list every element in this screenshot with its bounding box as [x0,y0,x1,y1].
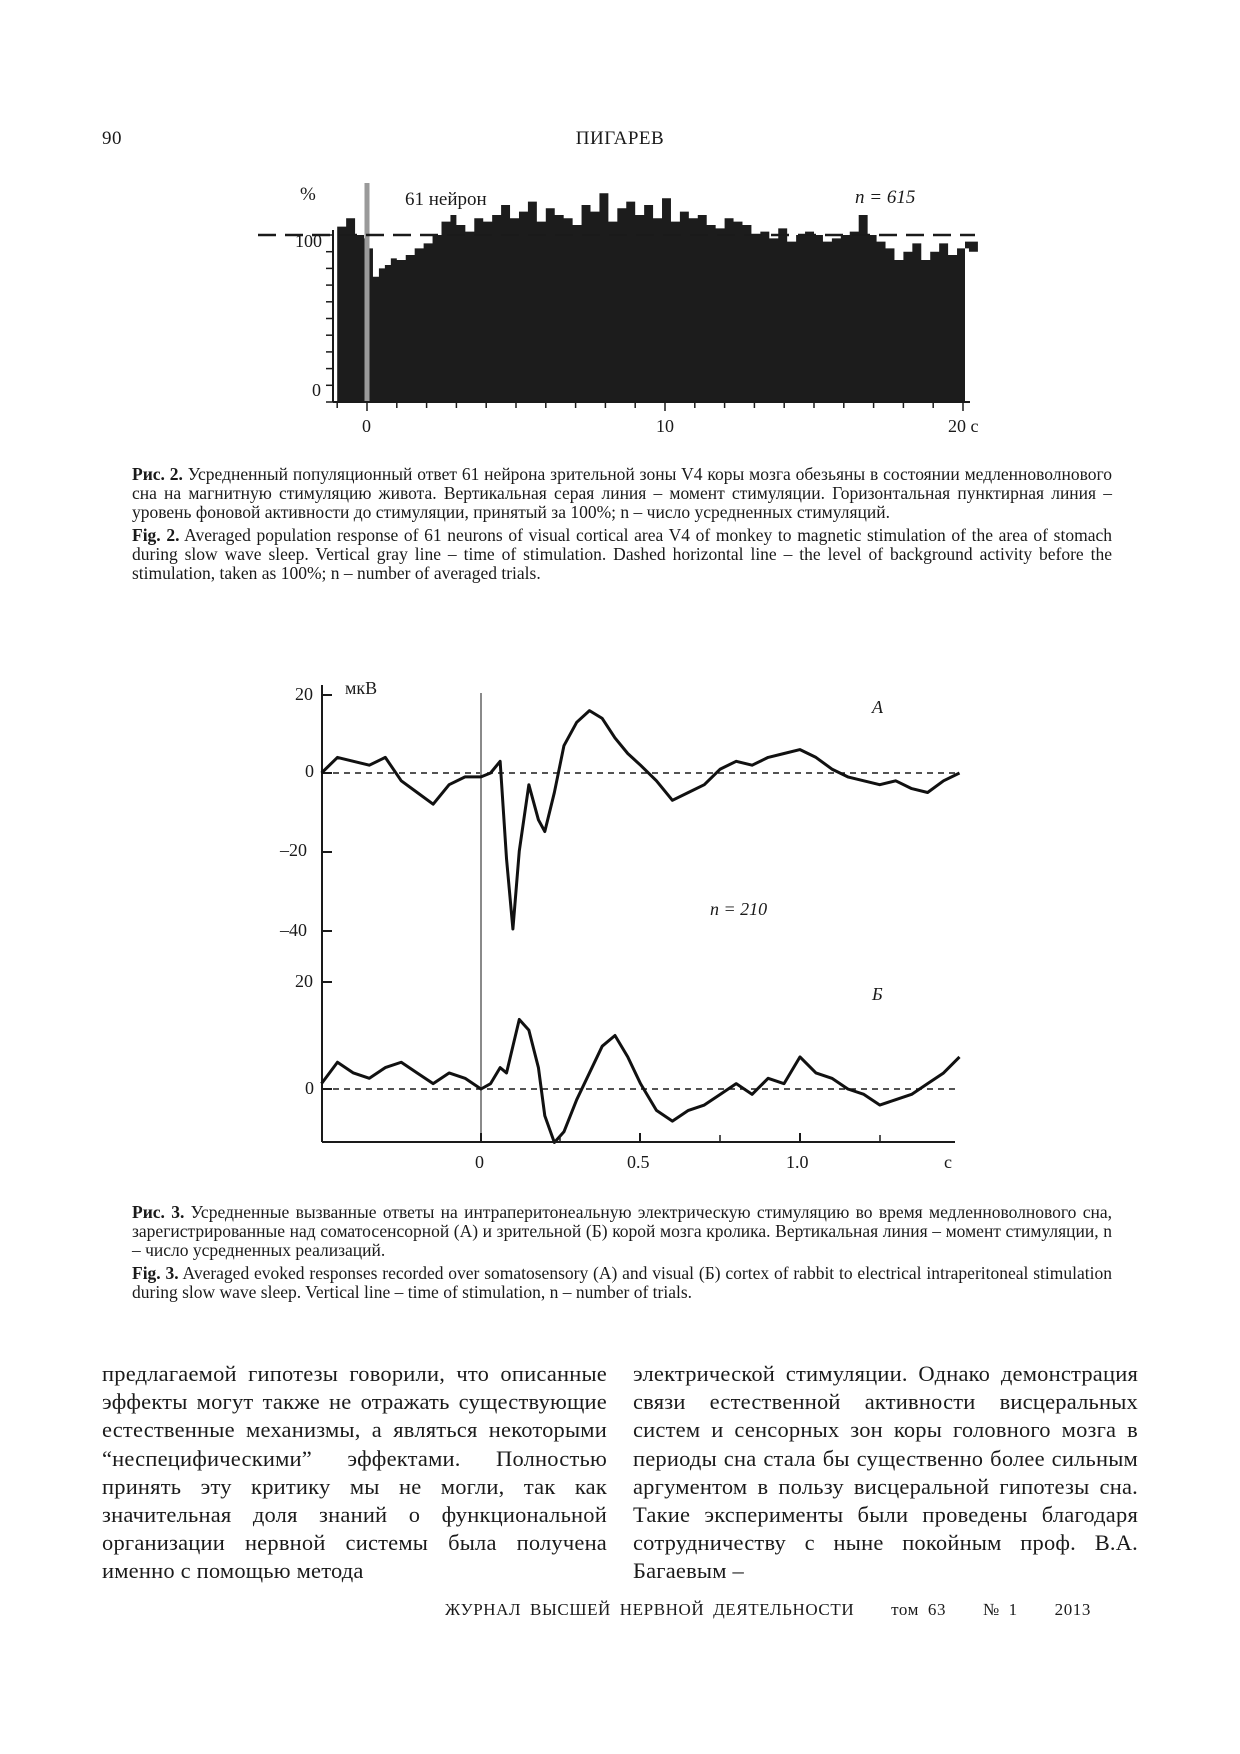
body-left-column: предлагаемой гипотезы говорили, что описанные эффекты могут также не отражать существующие естественные механизмы, а являться некоторыми “неспецифическими” эффектами. Полностью принять эту критику мы не могли, так как значительная доля знаний о функциональной организации нервной системы была получена именно с помощью метода [102,1361,607,1584]
fig2-y-ticks [326,235,333,402]
journal-footer [445,1600,1119,1620]
fig3-trace-a-line [322,711,960,929]
fig2-n-label: n = 615 [855,187,916,208]
footer-year: 2013 [1054,1600,1091,1619]
caption3-en [132,1264,1112,1302]
fig2-percent-label: % [300,184,316,205]
fig2-neurons-label: 61 нейрон [405,189,487,210]
fig3-trace-a-label: А [872,697,883,717]
body-right-column: электрической стимуляции. Однако демонстрация связи естественной активности висцеральных систем и сенсорных зон коры головного мозга в периоды сна стала бы существенно более сильным аргументом в пользу висцеральной гипотезы сна. Такие эксперименты были проведены благодаря сотрудничеству с ныне покойным проф. В.А. Багаевым – [633,1361,1138,1584]
fig3-xunit-label: с [944,1152,952,1172]
fig3-a-ym40-label: –40 [280,920,307,940]
caption3-ru [132,1203,1112,1260]
caption2-ru-label: Рис. 2. [132,464,183,484]
fig3-x10-label: 1.0 [786,1152,809,1172]
fig2-x-ticks [337,402,963,411]
fig3-n-label: n = 210 [710,899,768,919]
caption2-ru [132,465,1112,522]
fig2-x10-label: 10 [656,416,674,436]
fig3-a-y0-label: 0 [305,761,314,781]
fig3-b-y20-label: 20 [295,971,313,991]
caption3-en-label: Fig. 3. [132,1263,179,1283]
footer-volume: том 63 [891,1600,947,1619]
caption2-en [132,526,1112,583]
page-number: 90 [102,128,122,149]
caption2-ru-text: Усредненный популяционный ответ 61 нейрона зрительной зоны V4 коры мозга обезьяны в состоянии медленноволнового сна на магнитную стимуляцию живота. Вертикальная серая линия – момент стимуляции. Горизонтальная пунктирная линия – уровень фоновой активности до стимуляции, принятый за 100%; n – число усредненных стимуляций. [132,464,1113,522]
caption2-en-text: Averaged population response of 61 neurons of visual cortical area V4 of monkey to magnetic stimulation of the area of stomach during slow wave sleep. Vertical gray line – time of stimulation. Dashed horizontal line – the level of background activity before the stimulation, taken as 100%; n – number of averaged trials. [132,525,1112,583]
fig2-y100-label: 100 [295,231,322,251]
fig3-y-ticks [322,695,332,1089]
fig2-x20-label: 20 с [948,416,979,436]
fig3-x0-label: 0 [475,1152,484,1172]
fig3-a-ym20-label: –20 [280,840,307,860]
fig3-x-ticks [481,1133,880,1142]
fig3-unit-label: мкВ [345,678,378,698]
fig2-y0-label: 0 [312,380,321,400]
fig3-trace-b-label: Б [872,984,883,1004]
footer-journal: ЖУРНАЛ ВЫСШЕЙ НЕРВНОЙ ДЕЯТЕЛЬНОСТИ [445,1600,855,1619]
fig2-histogram-area [337,193,978,402]
caption2-en-label: Fig. 2. [132,525,180,545]
fig3-b-y0-label: 0 [305,1078,314,1098]
caption3-en-text: Averaged evoked responses recorded over somatosensory (А) and visual (Б) cortex of rabbit to electrical intraperitoneal stimulation during slow wave sleep. Vertical line – time of stimulation, n – number of trials. [132,1263,1112,1302]
figure2-chart [0,170,1240,450]
running-title: ПИГАРЕВ [575,128,665,149]
figure2-caption [132,465,1112,587]
fig3-trace-b-line [322,1019,960,1142]
footer-issue: № 1 [982,1600,1018,1619]
figure3-chart [0,665,1240,1185]
fig3-a-y20-label: 20 [295,684,313,704]
caption3-ru-label: Рис. 3. [132,1202,185,1222]
caption3-ru-text: Усредненные вызванные ответы на интраперитонеальную электрическую стимуляцию во время медленноволнового сна, зарегистрированные над соматосенсорной (А) и зрительной (Б) корой мозга кролика. Вертикальная линия – момент стимуляции, n – число усредненных реализаций. [132,1202,1112,1260]
fig2-x0-label: 0 [362,416,371,436]
figure3-caption [132,1203,1112,1306]
fig3-x05-label: 0.5 [627,1152,650,1172]
